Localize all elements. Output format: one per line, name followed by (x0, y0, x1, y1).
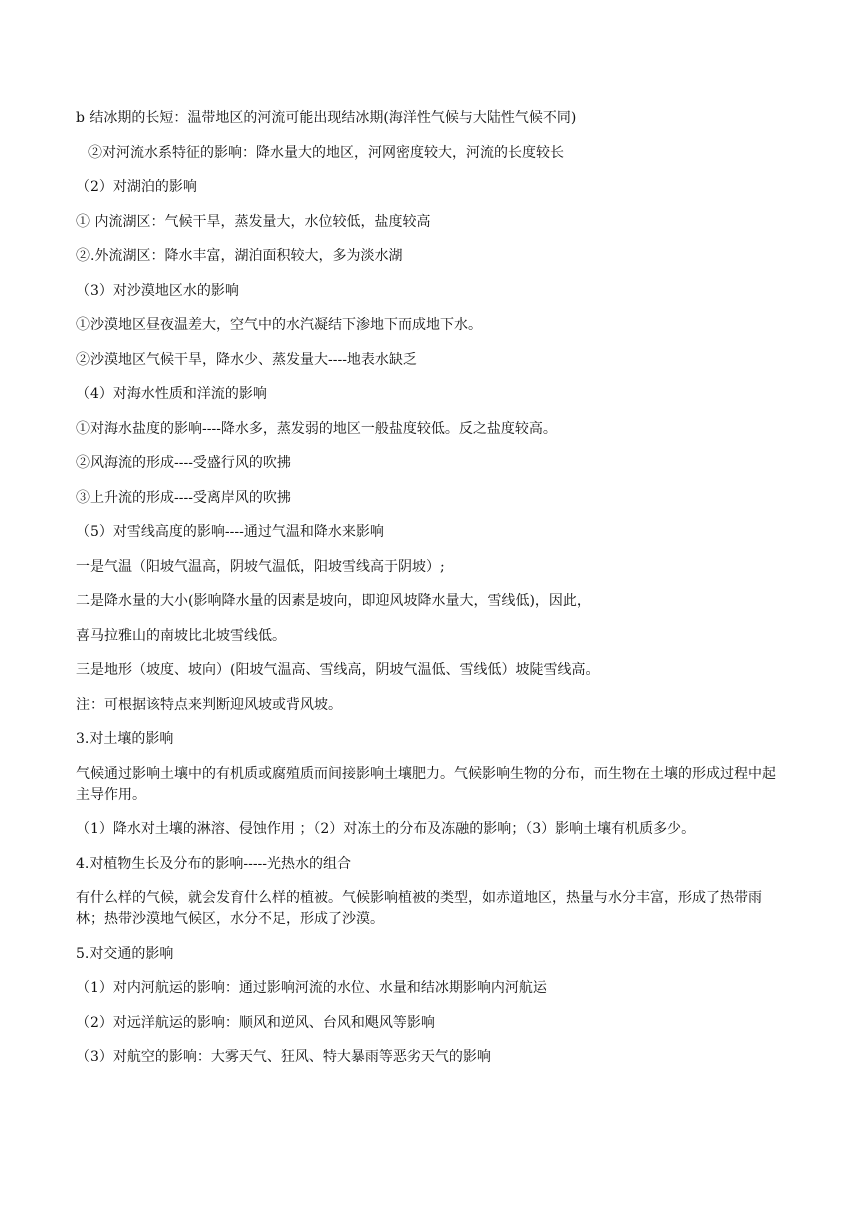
text-line: （1）降水对土壤的淋溶、侵蚀作用 ；（2）对冻土的分布及冻融的影响；（3）影响土壤有机质多少。 (76, 821, 696, 837)
text-line: （1）对内河航运的影响：通过影响河流的水位、水量和结冰期影响内河航运 (76, 980, 547, 996)
text-line: ①沙漠地区昼夜温差大，空气中的水汽凝结下渗地下而成地下水。 (76, 317, 482, 333)
text-line: （3）对航空的影响：大雾天气、狂风、特大暴雨等恶劣天气的影响 (76, 1049, 491, 1065)
text-line: 一是气温（阳坡气温高，阴坡气温低，阳坡雪线高于阴坡）; (76, 558, 445, 575)
text-line: ① 内流湖区：气候干旱，蒸发量大，水位较低，盐度较高 (76, 213, 431, 230)
text-line: （2）对远洋航运的影响：顺风和逆风、台风和飓风等影响 (76, 1014, 435, 1031)
text-line: 二是降水量的大小(影响降水量的因素是坡向，即迎风坡降水量大，雪线低)，因此， (76, 593, 591, 609)
text-line: ②沙漠地区气候干旱，降水少、蒸发量大----地表水缺乏 (76, 351, 417, 368)
paragraph: 有什么样的气候，就会发育什么样的植被。气候影响植被的类型，如赤道地区，热量与水分丰富，形成了热带雨林；热带沙漠地气候区，水分不足，形成了沙漠。 (76, 890, 762, 927)
section-heading: （4）对海水性质和洋流的影响 (76, 386, 267, 402)
section-heading: （5）对雪线高度的影响----通过气温和降水来影响 (76, 524, 384, 540)
section-heading: （3）对沙漠地区水的影响 (76, 282, 239, 299)
document-body (76, 108, 788, 1082)
text-line: 三是地形（坡度、坡向）(阳坡气温高、雪线高，阴坡气温低、雪线低）坡陡雪线高。 (76, 662, 600, 678)
text-line: b 结冰期的长短：温带地区的河流可能出现结冰期(海洋性气候与大陆性气候不同) (76, 110, 577, 126)
text-line: ②对河流水系特征的影响：降水量大的地区，河网密度较大，河流的长度较长 (88, 144, 564, 161)
section-heading: 4.对植物生长及分布的影响-----光热水的组合 (76, 855, 352, 872)
text-line: ③上升流的形成----受离岸风的吹拂 (76, 489, 291, 506)
section-heading: 5.对交通的影响 (76, 945, 174, 962)
text-line: ②风海流的形成----受盛行风的吹拂 (76, 455, 291, 471)
text-line: ②.外流湖区：降水丰富，湖泊面积较大，多为淡水湖 (76, 248, 403, 264)
section-heading: （2）对湖泊的影响 (76, 179, 197, 195)
section-heading: 3.对土壤的影响 (76, 731, 174, 747)
note-line: 注：可根据该特点来判断迎风坡或背风坡。 (76, 696, 342, 713)
text-line: ①对海水盐度的影响----降水多，蒸发弱的地区一般盐度较低。反之盐度较高。 (76, 420, 557, 437)
text-line: 喜马拉雅山的南坡比北坡雪线低。 (76, 627, 286, 644)
paragraph: 气候通过影响土壤中的有机质或腐殖质而间接影响土壤肥力。气候影响生物的分布，而生物在土壤的形成过程中起主导作用。 (76, 765, 776, 803)
